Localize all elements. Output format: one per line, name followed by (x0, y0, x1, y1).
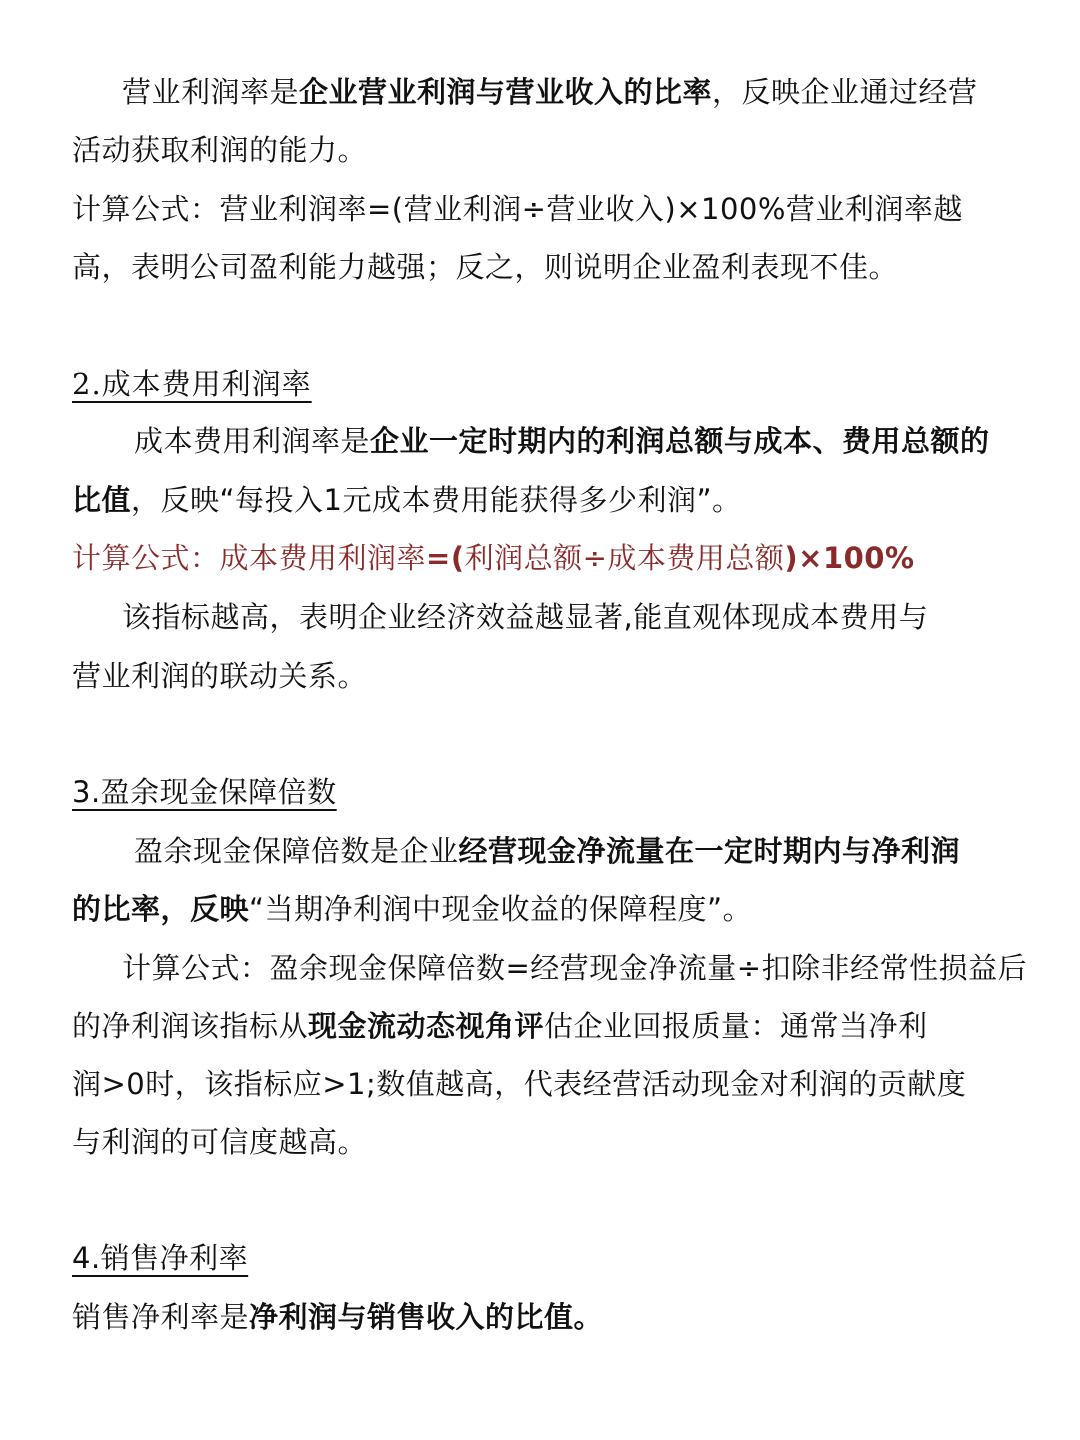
section1-definition-line2: 活动获取利润的能力。 (72, 133, 368, 167)
section1-formula-line1: 计算公式：营业利润率=(营业利润÷营业收入)×100%营业利润率越 (72, 192, 963, 226)
section1-formula-line2: 高，表明公司盈利能力越强；反之，则说明企业盈利表现不佳。 (72, 250, 899, 284)
section2-definition-line2 (72, 480, 1012, 520)
section3-heading: 3.盈余现金保障倍数 (72, 775, 337, 809)
section2-def-tail: ，反映“每投入1元成本费用能获得多少利润”。 (131, 483, 742, 517)
section3-formula-line2 (72, 1006, 1012, 1046)
section3-definition-line2 (72, 889, 1012, 929)
section4-def-plain: 销售净利率是 (72, 1300, 250, 1334)
section1-def-bold: 企业营业利润与营业收入的比率 (299, 75, 713, 109)
section2-definition-line1 (134, 421, 1074, 461)
section3-def-bold-line2: 的比率，反映 (72, 892, 250, 926)
section2-heading: 2.成本费用利润率 (72, 367, 312, 401)
section3-formula-bold: 现金流动态视角评 (308, 1009, 545, 1043)
section4-heading: 4.销售净利率 (72, 1241, 249, 1275)
section1-def-plain: 营业利润率是 (122, 75, 300, 109)
section3-definition-line1 (134, 831, 1074, 871)
section2-note-line2: 营业利润的联动关系。 (72, 659, 368, 693)
section2-note-line1: 该指标越高，表明企业经济效益越显著,能直观体现成本费用与 (122, 600, 929, 634)
section3-formula-line1: 计算公式：盈余现金保障倍数=经营现金净流量÷扣除非经常性损益后 (122, 951, 1028, 985)
section3-def-tail: “当期净利润中现金收益的保障程度”。 (249, 892, 753, 926)
section3-formula-line4: 与利润的可信度越高。 (72, 1125, 368, 1159)
section2-def-plain: 成本费用利润率是 (134, 424, 371, 458)
section2-formula-bold2: )×100% (784, 541, 915, 575)
section2-formula-bold1: =( (426, 541, 465, 575)
section3-formula-plain1: 的净利润该指标从 (72, 1009, 309, 1043)
section3-formula-plain2: 估企业回报质量：通常当净利 (544, 1009, 928, 1043)
section2-formula-plain: 计算公式：成本费用利润率 (72, 541, 427, 575)
section2-def-bold: 企业一定时期内的利润总额与成本、费用总额的 (370, 424, 990, 458)
section2-formula (72, 538, 1012, 578)
section4-definition (72, 1297, 1012, 1337)
section3-def-bold: 经营现金净流量在一定时期内与净利润 (458, 834, 961, 868)
section4-def-bold: 净利润与销售收入的比值。 (249, 1300, 604, 1334)
section2-def-bold-line2: 比值 (72, 483, 132, 517)
section1-definition-line1 (122, 72, 1062, 112)
section1-def-tail: ，反映企业通过经营 (712, 75, 978, 109)
section3-def-plain: 盈余现金保障倍数是企业 (134, 834, 459, 868)
section2-formula-mid: 利润总额÷成本费用总额 (464, 541, 785, 575)
section3-formula-line3: 润>0时，该指标应>1;数值越高，代表经营活动现金对利润的贡献度 (72, 1067, 967, 1101)
